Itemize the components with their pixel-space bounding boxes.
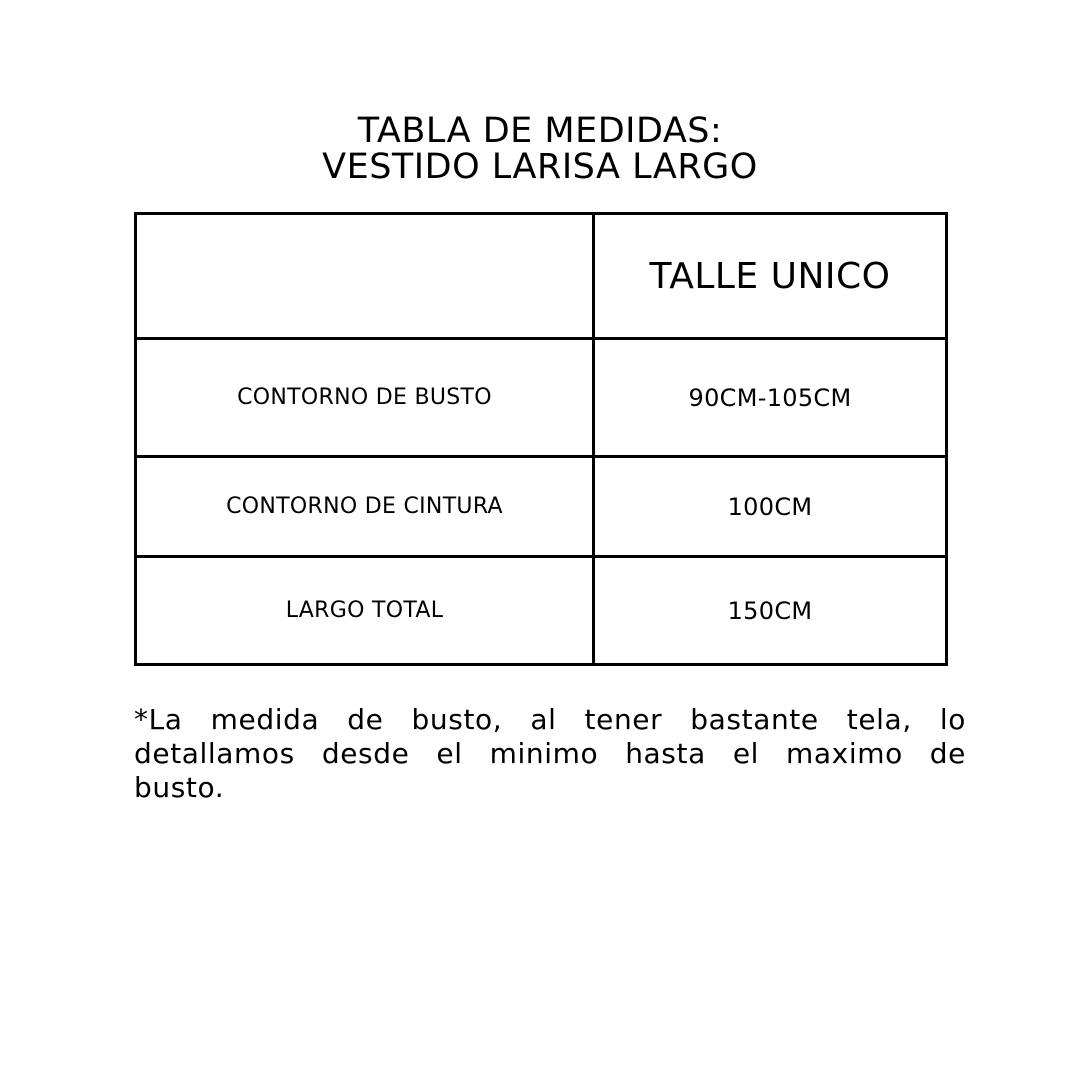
- table-row: [136, 339, 947, 457]
- row-label-bust: CONTORNO DE BUSTO: [136, 339, 594, 457]
- table-row: [136, 557, 947, 665]
- table-header-row: [136, 214, 947, 339]
- page-title: [0, 113, 1080, 185]
- row-value-bust: 90CM-105CM: [594, 339, 947, 457]
- bust-measurement-note: *La medida de busto, al tener bastante tela, lo detallamos desde el minimo hasta el maximo de busto.: [134, 703, 966, 804]
- header-size-label: TALLE UNICO: [594, 214, 947, 339]
- row-label-waist: CONTORNO DE CINTURA: [136, 457, 594, 557]
- row-label-length: LARGO TOTAL: [136, 557, 594, 665]
- row-value-waist: 100CM: [594, 457, 947, 557]
- title-line-2: VESTIDO LARISA LARGO: [322, 147, 758, 187]
- title-line-1: TABLA DE MEDIDAS:: [357, 111, 723, 151]
- table-row: [136, 457, 947, 557]
- row-value-length: 150CM: [594, 557, 947, 665]
- header-empty-cell: [136, 214, 594, 339]
- size-chart-table: [134, 212, 948, 666]
